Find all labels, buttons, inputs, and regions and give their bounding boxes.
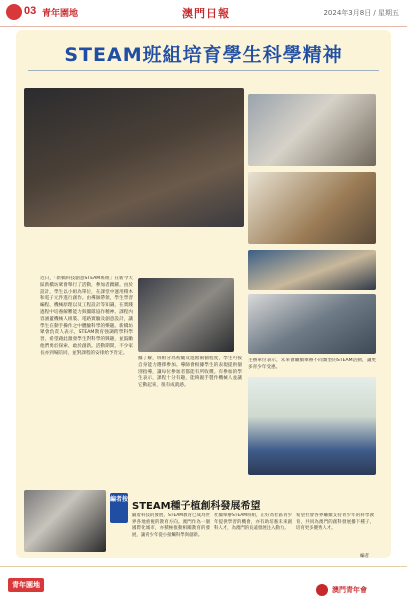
sidebar-column: 社團舉辦STEAM班組，正好為社區青少年提供學習的機會，亦有助培養未來創科人才，為澳門的長遠發展注入動力。 <box>214 513 292 531</box>
photo-instructor <box>248 94 376 166</box>
photo-robot-build <box>138 278 234 352</box>
sidebar-author: 編者 <box>360 554 369 559</box>
photo-classroom <box>24 88 244 227</box>
article-body-column: 主辦單位表示，未來會繼續舉辦不同類型的STEAM活動，讓更多青少年受惠。 <box>248 358 376 370</box>
article-body-column: 據了解，班組分為初級及進階兩個程度，學生可按自身能力選擇參加。導師會根據學生的表現提供個別指導，讓每位參加者都能有所收穫。有參加的學生表示，課程十分有趣，能夠親手製作機械人並讓它動起來，很有成就感。 <box>138 356 242 389</box>
page-header <box>0 0 407 27</box>
photo-group <box>248 377 376 475</box>
section-name: 青年園地 <box>42 9 79 19</box>
logo-icon <box>316 584 328 596</box>
photo-students-table <box>248 172 376 244</box>
photo-display <box>248 294 376 354</box>
footer-logo: 澳門青年會 <box>332 586 367 594</box>
masthead: 澳門日報 <box>182 7 230 20</box>
photo-activity <box>248 250 376 290</box>
section-badge-icon <box>6 4 22 20</box>
sidebar-column: 隨着科技的發展，STEAM教育已成為世界各地重視的教育方向。澳門作為一個國際化城市，亦積極推動相關教育的發展，讓青少年從小接觸科學與創新。 <box>132 513 210 538</box>
sidebar-badge: 編者按 <box>110 493 128 523</box>
footer-section-tag: 青年園地 <box>8 578 44 592</box>
title-divider <box>28 70 379 71</box>
section-number: 03 <box>24 5 37 17</box>
article-body-column: 近日，「新橋科技創意STEAM班組」在新今天區新橋坊眾會舉行了活動，參加者踴躍。由於設計，學生以小組為單位，在課堂中運用積木和電子元件進行創作。由導師帶領，學生學習編程、機械原理以及工程設計等知識，在實踐過程中培養解難能力與團隊協作精神。課程內容涵蓋機械人組裝、電路實驗及創意設計，讓學生在動手操作之中體驗科學的樂趣。新橋坊眾會負責人表示，STEAM教育強調跨學科學習，希望藉此激發學生對科學的興趣，並鼓勵他們勇於探索、敢於創新。活動期間，不少家長亦到場陪同，並對課程的安排給予肯定。 <box>40 276 133 356</box>
article-title: STEAM班組培育學生科學精神 <box>64 44 343 66</box>
sidebar-column: 希望社會各界繼續支持青少年的科學教育，共同為澳門的創科發展播下種子，培育更多優秀人才。 <box>296 513 374 531</box>
photo-sidebar <box>24 490 106 552</box>
issue-date: 2024年3月8日 / 星期五 <box>323 9 399 17</box>
sidebar-title: STEAM種子植創科發展希望 <box>132 501 261 512</box>
